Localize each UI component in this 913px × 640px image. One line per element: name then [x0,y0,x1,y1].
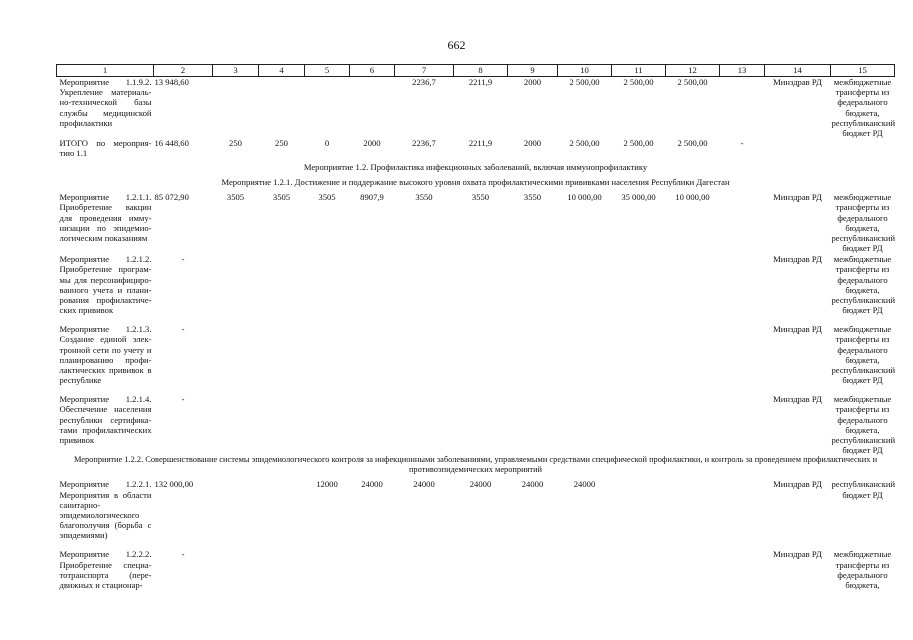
empty-cell [454,254,508,324]
empty-cell [350,324,395,394]
value-cell: 16 448,60 [154,138,189,149]
header-cell: 7 [395,65,454,77]
section-heading-row [57,177,895,192]
header-cell: 8 [454,65,508,77]
funding-source-cell: межбюджетные трансферты из федерального бюджета, республиканский бюджет РД [831,254,896,316]
value-cell: 2236,7 [412,138,436,149]
empty-cell [395,549,454,599]
empty-cell [259,254,305,324]
value-cell: 3505 [226,192,245,203]
funding-source-cell: межбюджетные трансферты из федерального бюджета, республиканский бюджет РД [831,324,896,386]
value-cell: 24000 [573,479,596,490]
empty-cell [508,549,558,599]
empty-cell [395,394,454,455]
header-cell: 5 [305,65,350,77]
row-title: Мероприятие 1.2.1.2. Приобретение програм-мы для персонифициро-ванного учета и плани-рования профилактиче-ских прививок [59,254,152,316]
value-cell [213,77,259,139]
value-cell: 10 000,00 [675,192,710,203]
empty-cell [259,394,305,455]
value-cell: - [181,549,185,560]
empty-cell [350,549,395,599]
header-cell: 1 [57,65,154,77]
value-cell: 2211,9 [468,138,493,149]
value-cell [259,479,305,549]
table-row [57,549,895,599]
empty-cell [213,394,259,455]
row-title: Мероприятие 1.2.1.3. Создание единой элек-тронной сети по учету и планированию профи-лактических прививок в республике [59,324,152,386]
empty-cell [305,394,350,455]
empty-cell [612,394,666,455]
header-cell: 10 [558,65,612,77]
value-cell: 35 000,00 [621,192,656,203]
value-cell [350,77,395,139]
empty-cell [612,324,666,394]
value-cell: 2000 [523,77,542,87]
value-cell: 13 948,60 [154,77,189,87]
executor-cell [765,138,831,162]
empty-cell [612,549,666,599]
budget-table [56,64,895,599]
funding-source-cell: межбюджетные трансферты из федерального бюджета, республиканский бюджет РД [831,394,896,456]
value-cell: 12000 [316,479,338,490]
empty-cell [305,324,350,394]
value-cell: - [740,138,744,149]
value-cell: 8907,9 [360,192,384,203]
value-cell: 24000 [413,479,435,490]
empty-cell [720,549,765,599]
column-number-header [57,65,895,77]
value-cell: 24000 [521,479,544,490]
value-cell: 250 [229,138,242,149]
value-cell: 2000 [523,138,542,149]
empty-cell [666,549,720,599]
section-heading: Мероприятие 1.2.2. Совершенствование системы эпидемиологического контроля за инфекционными заболеваниями, управляемыми средствами специфической профилактики, и контроль за проведением профилактических и противоэпидемических мероприятий [73,455,878,475]
header-cell: 6 [350,65,395,77]
header-cell: 15 [831,65,895,77]
value-cell: 132 000,00 [154,479,194,490]
table-row [57,324,895,394]
value-cell: 2 500,00 [569,138,600,149]
executor-cell: Минздрав РД [773,77,822,87]
page-number: 662 [447,38,466,52]
executor-cell: Минздрав РД [773,324,822,335]
empty-cell [666,254,720,324]
section-heading: Мероприятие 1.2.1. Достижение и поддержание высокого уровня охвата профилактическими прививками населения Республики Дагестан [221,177,730,188]
value-cell [720,77,765,139]
empty-cell [259,549,305,599]
empty-cell [454,324,508,394]
funding-source-cell: межбюджетные трансферты из федерального бюджета, республиканский бюджет РД [831,77,896,139]
empty-cell [558,549,612,599]
empty-cell [305,549,350,599]
empty-cell [508,324,558,394]
empty-cell [666,394,720,455]
value-cell: 85 072,90 [154,192,189,203]
header-cell: 12 [666,65,720,77]
value-cell: - [181,394,185,405]
executor-cell: Минздрав РД [773,479,822,490]
executor-cell: Минздрав РД [773,394,822,405]
empty-cell [612,254,666,324]
empty-cell [213,549,259,599]
table-row [57,394,895,455]
funding-source-cell: республиканский бюджет РД [831,479,896,500]
value-cell: - [181,254,185,265]
value-cell: 24000 [361,479,383,490]
value-cell: 2 500,00 [623,77,654,87]
value-cell: 2 500,00 [677,138,708,149]
empty-cell [213,254,259,324]
empty-cell [720,324,765,394]
value-cell: 3550 [523,192,542,203]
header-cell: 14 [765,65,831,77]
value-cell: 3505 [318,192,336,203]
empty-cell [395,254,454,324]
value-cell: 24000 [469,479,492,490]
row-title: Мероприятие 1.2.1.4. Обеспечение населения республики сертифика-тами профилактических прививок [59,394,152,446]
row-title: Мероприятие 1.2.2.1. Мероприятия в области санитарно-эпидемиологического благополучия (борьба с эпидемиями) [59,479,152,541]
header-cell: 3 [213,65,259,77]
value-cell: 2236,7 [412,77,436,87]
value-cell: 2000 [363,138,381,149]
value-cell: - [181,324,185,335]
executor-cell: Минздрав РД [773,549,822,560]
table-row [57,138,895,162]
funding-source-cell [831,138,895,162]
empty-cell [395,324,454,394]
header-cell: 13 [720,65,765,77]
empty-cell [558,254,612,324]
section-heading: Мероприятие 1.2. Профилактика инфекционных заболеваний, включая иммунопрофилактику [303,162,648,173]
value-cell [720,192,765,254]
header-cell: 9 [508,65,558,77]
empty-cell [454,394,508,455]
value-cell: 2 500,00 [623,138,654,149]
empty-cell [666,324,720,394]
section-heading-row [57,455,895,479]
value-cell: 250 [275,138,288,149]
table-row [57,77,895,139]
table-row [57,192,895,254]
value-cell [259,77,305,139]
executor-cell: Минздрав РД [773,192,822,203]
table-row [57,254,895,324]
value-cell: 3505 [272,192,291,203]
value-cell: 2211,9 [468,77,493,87]
executor-cell: Минздрав РД [773,254,822,265]
value-cell [720,479,765,549]
value-cell [213,479,259,549]
row-title: Мероприятие 1.2.2.2. Приобретение специа-тотранспорта (пере-движных и стационар- [59,549,152,591]
value-cell: 0 [324,138,330,149]
header-cell: 11 [612,65,666,77]
funding-source-cell: межбюджетные трансферты из федерального бюджета, республиканский бюджет РД [831,192,896,254]
empty-cell [720,394,765,455]
value-cell: 3550 [471,192,490,203]
empty-cell [720,254,765,324]
empty-cell [213,324,259,394]
empty-cell [259,324,305,394]
table-row [57,479,895,549]
empty-cell [350,394,395,455]
empty-cell [350,254,395,324]
row-title: Мероприятие 1.1.9.2. Укрепление материаль-но-технической базы службы медицинской профилактики [59,77,152,128]
section-heading-row [57,162,895,177]
funding-source-cell: межбюджетные трансферты из федерального бюджета, [833,549,892,591]
value-cell: 3550 [415,192,433,203]
header-cell: 4 [259,65,305,77]
value-cell [305,77,350,139]
value-cell [612,479,666,549]
empty-cell [454,549,508,599]
value-cell [666,479,720,549]
value-cell: 2 500,00 [569,77,600,87]
empty-cell [558,324,612,394]
row-title: ИТОГО по мероприя-тию 1.1 [59,138,152,159]
empty-cell [508,394,558,455]
value-cell: 10 000,00 [567,192,602,203]
value-cell: 2 500,00 [677,77,708,87]
empty-cell [558,394,612,455]
row-title: Мероприятие 1.2.1.1. Приобретение вакцин для проведения имму-низации по эпидемио-логическим показаниям [59,192,152,244]
header-cell: 2 [154,65,213,77]
empty-cell [508,254,558,324]
empty-cell [305,254,350,324]
